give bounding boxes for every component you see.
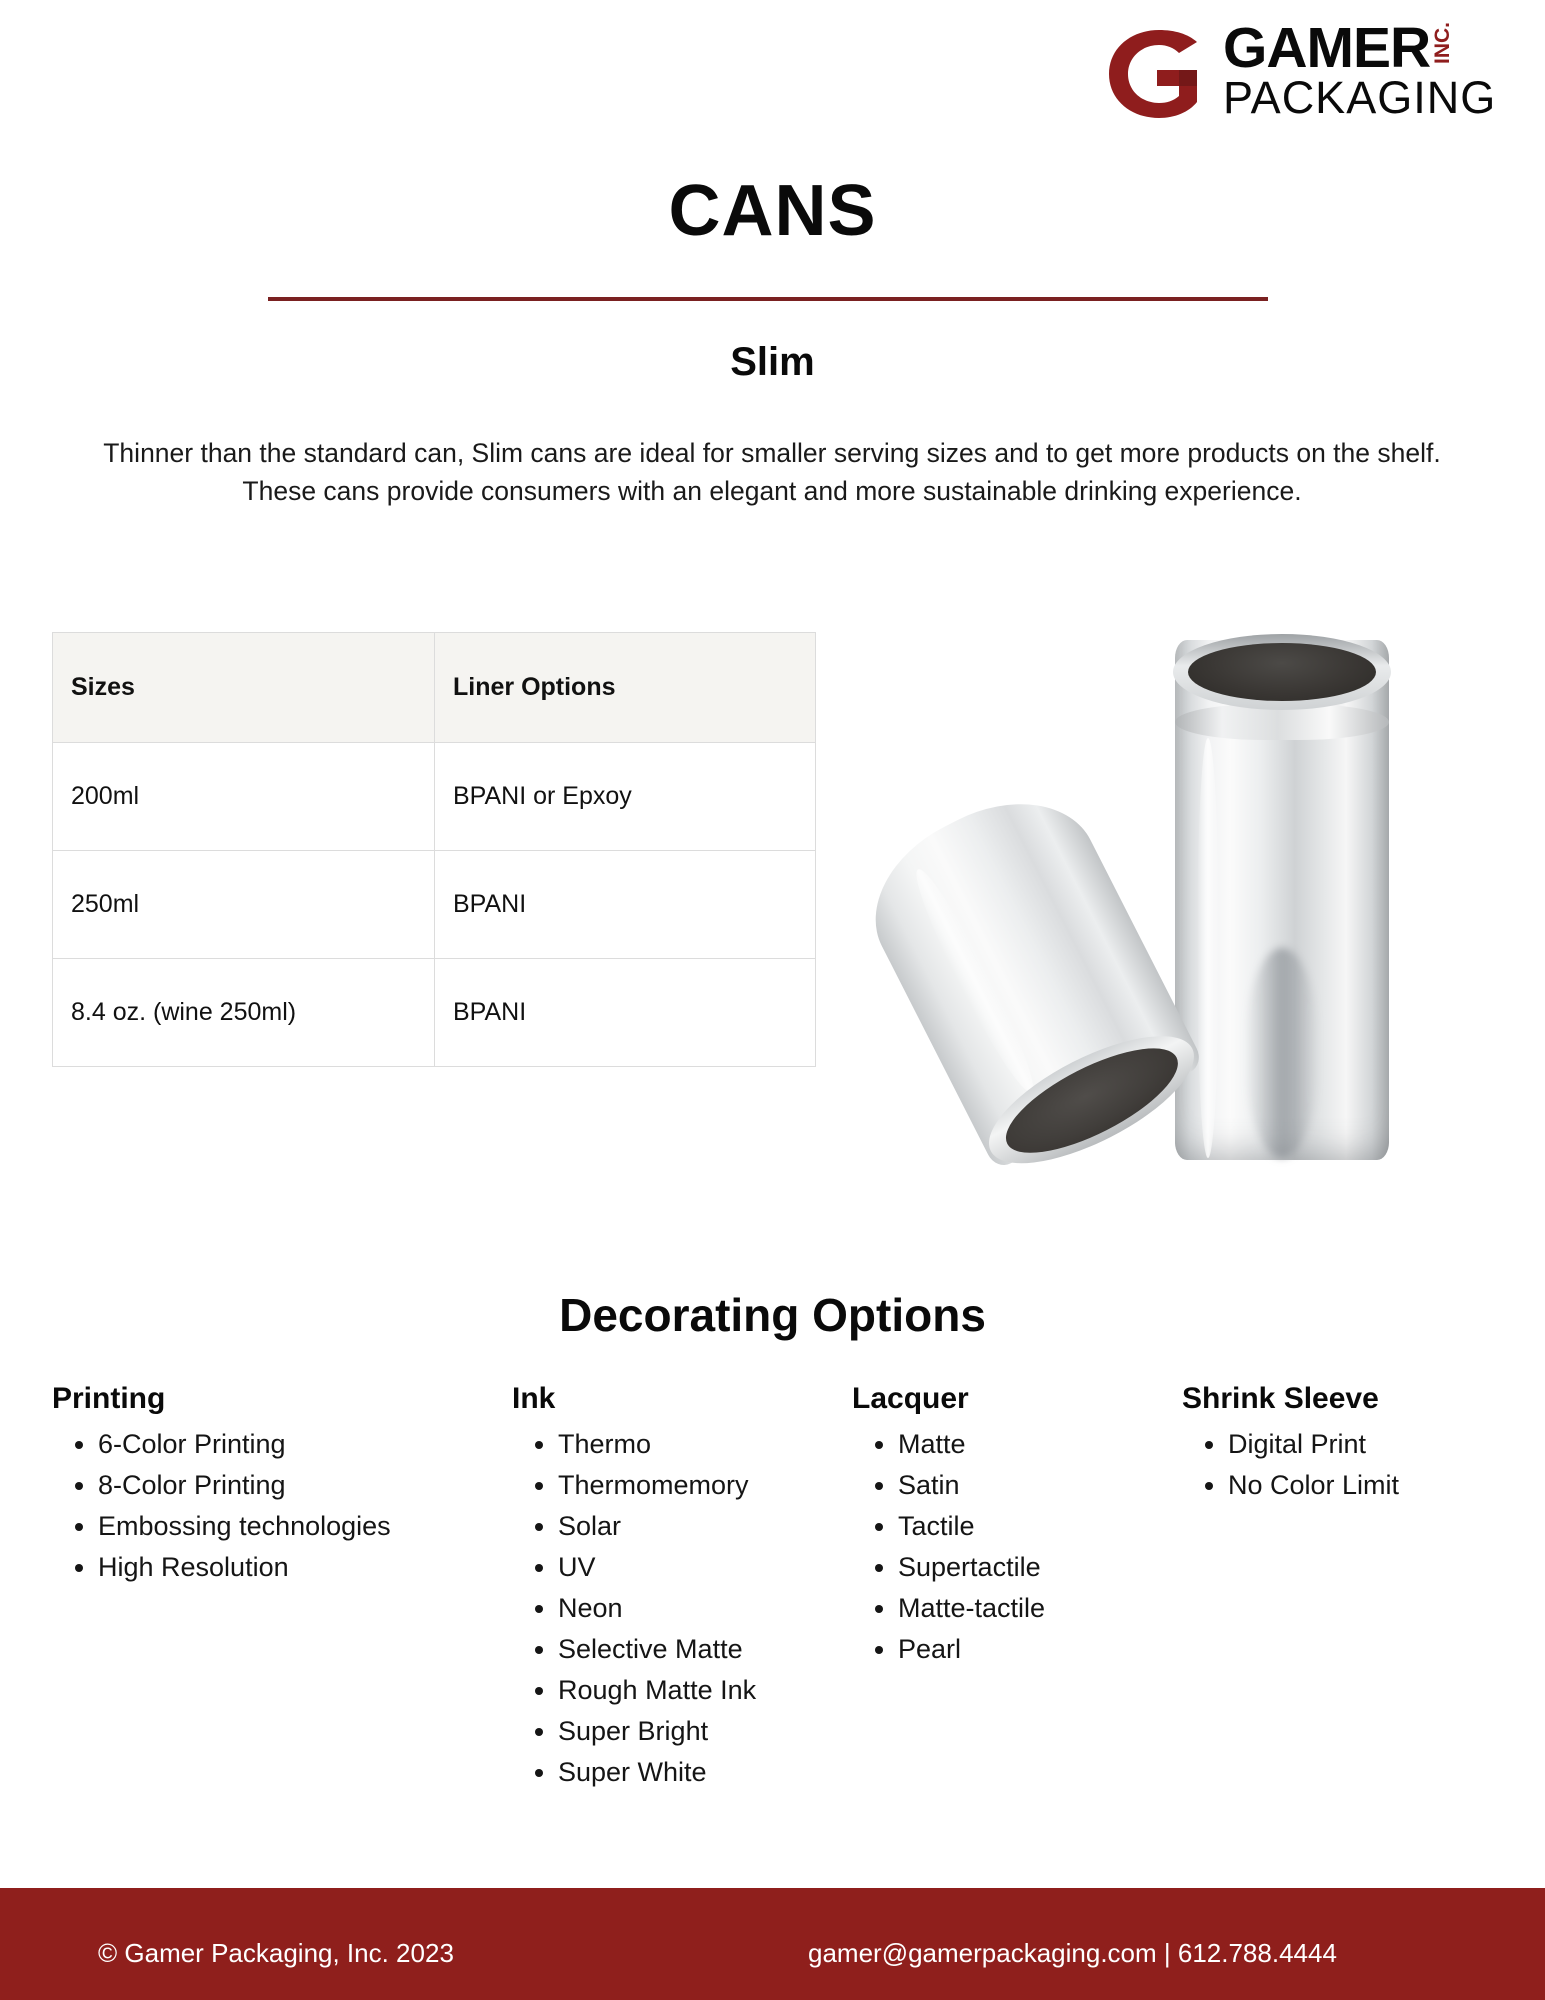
list-item: • Solar bbox=[558, 1506, 852, 1547]
table-header-liner-options: Liner Options bbox=[435, 633, 816, 743]
list-item: • Supertactile bbox=[898, 1547, 1182, 1588]
decorating-column-lacquer bbox=[852, 1382, 1182, 1670]
list-item: • No Color Limit bbox=[1228, 1465, 1493, 1506]
list-item: • Thermomemory bbox=[558, 1465, 852, 1506]
list-item: • Selective Matte bbox=[558, 1629, 852, 1670]
slim-cans-photo bbox=[905, 618, 1445, 1178]
table-cell-liner: BPANI bbox=[435, 959, 816, 1067]
table-cell-size: 8.4 oz. (wine 250ml) bbox=[53, 959, 435, 1067]
decorating-options-columns bbox=[52, 1382, 1493, 1793]
page-title: CANS bbox=[668, 171, 877, 251]
column-title-lacquer: Lacquer bbox=[852, 1382, 969, 1415]
decorating-column-ink bbox=[512, 1382, 852, 1793]
list-item: • Matte bbox=[898, 1424, 1182, 1465]
list-item: • Satin bbox=[898, 1465, 1182, 1506]
logo-gamer-text: GAMER bbox=[1223, 16, 1431, 80]
shrink-sleeve-list bbox=[1228, 1424, 1493, 1506]
table-cell-size: 250ml bbox=[53, 851, 435, 959]
list-item: • 6-Color Printing bbox=[98, 1424, 512, 1465]
table-header-sizes: Sizes bbox=[53, 633, 435, 743]
list-item: • UV bbox=[558, 1547, 852, 1588]
list-item: • Super Bright bbox=[558, 1711, 852, 1752]
product-subtitle: Slim bbox=[730, 340, 815, 384]
footer-contact[interactable]: gamer@gamerpackaging.com | 612.788.4444 bbox=[808, 1938, 1337, 1968]
list-item: • Matte-tactile bbox=[898, 1588, 1182, 1629]
list-item: • Rough Matte Ink bbox=[558, 1670, 852, 1711]
table-cell-size: 200ml bbox=[53, 743, 435, 851]
ink-list bbox=[558, 1424, 852, 1793]
table-row bbox=[53, 743, 816, 851]
list-item: • Tactile bbox=[898, 1506, 1182, 1547]
list-item: • Super White bbox=[558, 1752, 852, 1793]
spec-table bbox=[52, 632, 816, 1067]
table-row bbox=[53, 959, 816, 1067]
logo-inc-text: INC. bbox=[1431, 22, 1455, 64]
column-title-shrink-sleeve: Shrink Sleeve bbox=[1182, 1382, 1379, 1415]
list-item: • High Resolution bbox=[98, 1547, 512, 1588]
logo-wordmark bbox=[1223, 16, 1503, 123]
upright-can-shading bbox=[1245, 948, 1319, 1158]
printing-list bbox=[98, 1424, 512, 1588]
decorating-options-heading: Decorating Options bbox=[559, 1289, 986, 1341]
table-cell-liner: BPANI bbox=[435, 851, 816, 959]
company-logo bbox=[1105, 14, 1505, 126]
page-footer bbox=[0, 1888, 1545, 2000]
list-item: • 8-Color Printing bbox=[98, 1465, 512, 1506]
gamer-g-mark-icon bbox=[1105, 28, 1213, 120]
table-header-row bbox=[53, 633, 816, 743]
title-divider bbox=[268, 297, 1268, 301]
list-item: • Thermo bbox=[558, 1424, 852, 1465]
list-item: • Embossing technologies bbox=[98, 1506, 512, 1547]
footer-copyright: © Gamer Packaging, Inc. 2023 bbox=[98, 1938, 454, 1968]
list-item: • Neon bbox=[558, 1588, 852, 1629]
decorating-column-shrink-sleeve bbox=[1182, 1382, 1493, 1506]
logo-packaging-text: PACKAGING bbox=[1223, 72, 1497, 123]
table-cell-liner: BPANI or Epxoy bbox=[435, 743, 816, 851]
list-item: • Pearl bbox=[898, 1629, 1182, 1670]
table-row bbox=[53, 851, 816, 959]
column-title-printing: Printing bbox=[52, 1382, 166, 1415]
list-item: • Digital Print bbox=[1228, 1424, 1493, 1465]
product-description: Thinner than the standard can, Slim cans are ideal for smaller serving sizes and to get more products on the shelf. These cans provide consumers with an elegant and more sustainable drinking experience. bbox=[103, 438, 1441, 506]
lying-can bbox=[846, 770, 1217, 1195]
decorating-column-printing bbox=[52, 1382, 512, 1588]
column-title-ink: Ink bbox=[512, 1382, 556, 1415]
lacquer-list bbox=[898, 1424, 1182, 1670]
upright-can-opening bbox=[1188, 643, 1376, 701]
